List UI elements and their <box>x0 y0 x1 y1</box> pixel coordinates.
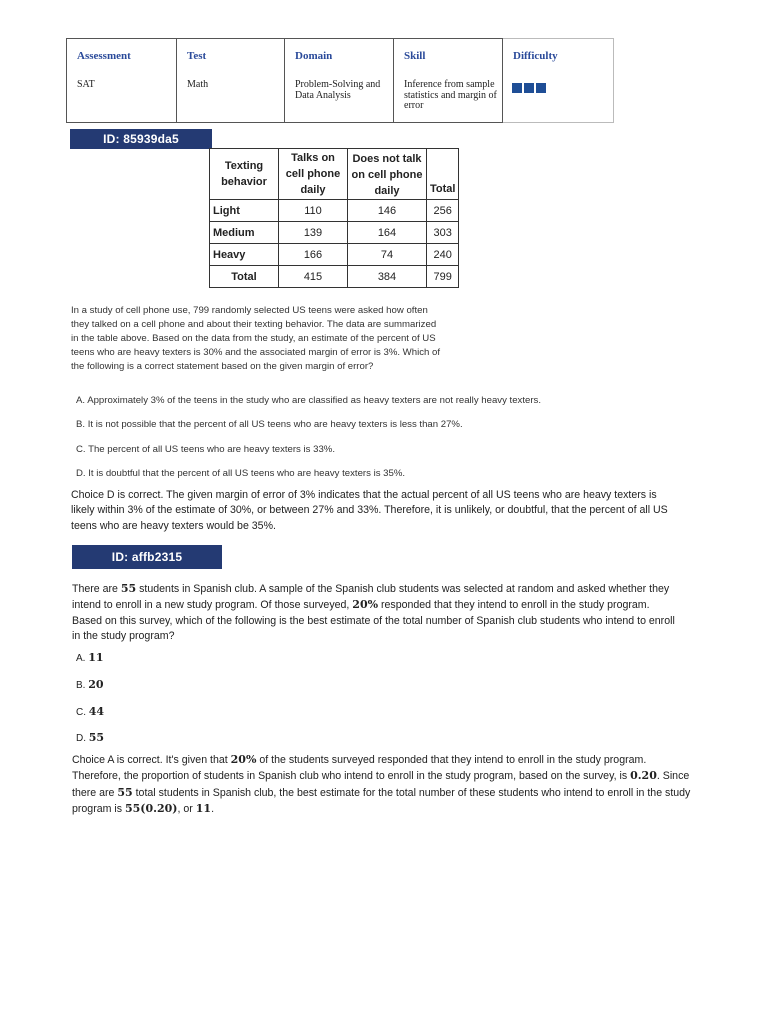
row-label: Light <box>210 200 279 222</box>
math-value: 0.20 <box>630 769 657 783</box>
answer-explanation <box>72 752 692 818</box>
column-header: Does not talk on cell phone daily <box>348 149 427 200</box>
question-text <box>72 581 682 644</box>
difficulty-cell <box>503 39 614 123</box>
difficulty-header: Difficulty <box>513 50 558 62</box>
choice-letter: B. <box>76 680 86 691</box>
explanation-text-part: . Since there are <box>72 770 690 799</box>
table-total-row <box>210 266 459 288</box>
question-id-banner: ID: 85939da5 <box>70 129 212 149</box>
answer-explanation: Choice D is correct. The given margin of error of 3% indicates that the actual percent of all US teens who are heavy texters is likely within 3% of the estimate of 30%, or between 27% and 33%. Therefore, it is unlikely, or doubtful, that the percent of all US teens who are heavy texters would be 35%. <box>71 489 668 532</box>
question-metadata-table <box>66 38 614 123</box>
answer-choice <box>76 651 104 664</box>
difficulty-indicator <box>503 71 613 93</box>
table-cell: 799 <box>427 266 459 288</box>
row-label: Medium <box>210 222 279 244</box>
choice-letter: D. <box>76 733 86 744</box>
question-text-part: There are <box>72 583 121 595</box>
column-header: Texting behavior <box>210 149 279 200</box>
answer-choice: D. It is doubtful that the percent of all US teens who are heavy texters is 35%. <box>76 468 406 479</box>
table-row <box>210 244 459 266</box>
table-cell: 303 <box>427 222 459 244</box>
skill-cell <box>394 39 503 123</box>
row-label: Heavy <box>210 244 279 266</box>
table-row <box>210 222 459 244</box>
domain-value: Problem-Solving and Data Analysis <box>295 79 381 101</box>
test-cell <box>177 39 285 123</box>
explanation-text-part: of the students surveyed responded that they intend to enroll in the study program. Therefore, the proportion of students in Spanish club who intend to enroll in the study program, based on the survey, is <box>72 754 647 783</box>
math-value: 20% <box>230 753 257 766</box>
answer-choice: C. The percent of all US teens who are heavy texters is 33%. <box>76 444 335 455</box>
choice-value: 44 <box>88 705 105 718</box>
table-cell: 74 <box>348 244 427 266</box>
test-value: Math <box>187 79 209 90</box>
skill-header: Skill <box>404 50 426 62</box>
answer-choice <box>76 678 104 691</box>
explanation-text-part: total students in Spanish club, the best estimate for the total number of these students who intend to enroll in the study program is <box>72 786 691 816</box>
texting-data-table <box>209 148 459 288</box>
table-cell: 415 <box>279 266 348 288</box>
assessment-cell <box>67 39 177 123</box>
explanation-text-part: Choice A is correct. It's given that <box>72 754 231 766</box>
difficulty-bar <box>512 83 522 93</box>
row-label: Total <box>210 266 279 288</box>
answer-choice: B. It is not possible that the percent of all US teens who are heavy texters is less than 27%. <box>76 419 463 430</box>
question-id-banner: ID: affb2315 <box>72 545 222 569</box>
answer-choice <box>76 731 104 744</box>
explanation-text-part: , or <box>177 803 196 816</box>
table-cell: 146 <box>348 200 427 222</box>
math-value: 20% <box>352 598 379 612</box>
choice-value: 20 <box>88 678 104 691</box>
difficulty-bar <box>536 83 546 93</box>
table-cell: 110 <box>279 200 348 222</box>
test-header: Test <box>187 50 207 62</box>
math-value: 55(0.20) <box>124 802 178 816</box>
choice-value: 55 <box>88 731 105 744</box>
column-header: Talks on cell phone daily <box>279 149 348 200</box>
assessment-value: SAT <box>77 79 95 90</box>
answer-choice: A. Approximately 3% of the teens in the study who are classified as heavy texters are not really heavy texters. <box>76 395 542 406</box>
choice-letter: C. <box>76 707 86 718</box>
choice-value: 11 <box>88 651 104 664</box>
domain-header: Domain <box>295 50 333 62</box>
math-value: 11 <box>195 802 212 816</box>
skill-value: Inference from sample statistics and margin of error <box>404 79 497 111</box>
difficulty-bar <box>524 83 534 93</box>
table-cell: 164 <box>348 222 427 244</box>
answer-choice <box>76 705 104 718</box>
math-value: 55 <box>120 582 137 595</box>
domain-cell <box>285 39 394 123</box>
math-value: 55 <box>117 785 133 799</box>
table-cell: 384 <box>348 266 427 288</box>
table-cell: 139 <box>279 222 348 244</box>
choice-letter: A. <box>76 653 86 664</box>
column-header: Total <box>427 149 459 200</box>
table-header-row <box>210 149 459 200</box>
question-text: In a study of cell phone use, 799 randomly selected US teens were asked how often they talked on a cell phone and about their texting behavior. The data are summarized in the table above. Based on the data from the study, an estimate of the percent of US teens who are heavy texters is 30% and the associated margin of error is 3%. Which of the following is a correct statement based on the given margin of error? <box>71 305 441 372</box>
question-text-part: responded that they intend to enroll in the study program. Based on this survey, which of the following is the best estimate of the total number of Spanish club students who intend to enroll in the study program? <box>72 599 675 642</box>
table-row <box>210 200 459 222</box>
table-cell: 166 <box>279 244 348 266</box>
question-text-part: students in Spanish club. A sample of the Spanish club students was selected at random and asked whether they intend to enroll in a new study program. Of those surveyed, <box>72 583 670 612</box>
table-cell: 240 <box>427 244 459 266</box>
table-cell: 256 <box>427 200 459 222</box>
assessment-header: Assessment <box>77 50 131 62</box>
explanation-text-part: . <box>211 803 215 816</box>
